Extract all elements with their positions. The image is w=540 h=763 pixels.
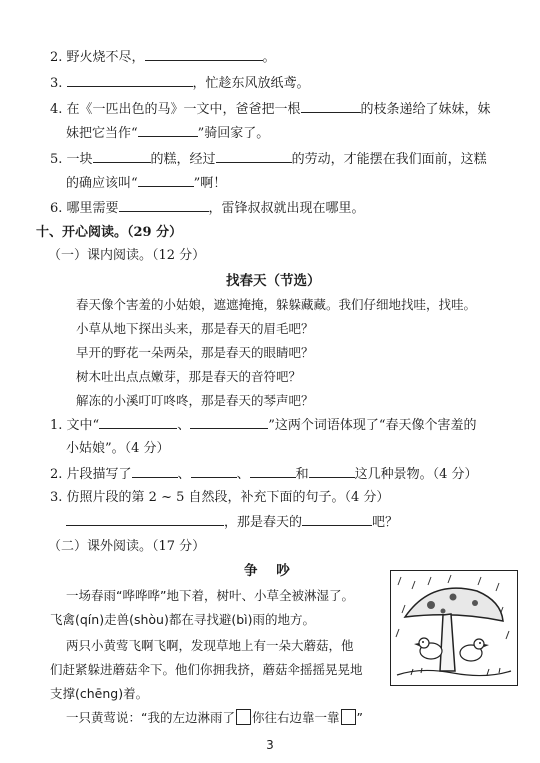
passage-2-line-2: 飞禽(qín)走兽(shòu)都在寻找避(bì)雨的地方。 xyxy=(50,612,316,627)
answer-blank[interactable] xyxy=(301,100,361,113)
answer-blank[interactable] xyxy=(190,416,268,429)
question-5-line-1: 5. 一块 的糕，经过 的劳动，才能摆在我们面前，这糕 xyxy=(50,152,487,167)
answer-blank[interactable] xyxy=(99,416,177,429)
mushroom-birds-drawing xyxy=(391,571,516,684)
answer-blank[interactable] xyxy=(250,465,296,478)
passage-1-para-5: 解冻的小溪叮叮咚咚，那是春天的琴声吧？ xyxy=(76,393,314,408)
question-6: 6. 哪里需要 ，雷锋叔叔就出现在哪里。 xyxy=(50,201,365,216)
question-3: 3. ，忙趁东风放纸鸢。 xyxy=(50,76,310,91)
answer-blank[interactable] xyxy=(138,124,198,137)
question-5-line-2: 的确应该叫“ ”啊！ xyxy=(66,176,227,191)
part-1-question-3-answer: ，那是春天的 吧？ xyxy=(66,513,398,532)
question-4-line-2: 妹把它当作“ ”骑回家了。 xyxy=(66,126,270,141)
part-1-question-1-line-1: 1. 文中“ 、 ”这两个词语体现了“春天像个害羞的 xyxy=(50,418,477,433)
answer-blank[interactable] xyxy=(216,150,292,163)
passage-2-line-3: 两只小黄莺飞啊飞啊，发现草地上有一朵大蘑菇，他 xyxy=(66,638,354,653)
part-1-question-1-line-2: 小姑娘”。（4 分） xyxy=(66,441,170,456)
passage-2-line-5: 支撑(chēng)着。 xyxy=(50,686,149,701)
answer-blank[interactable] xyxy=(145,48,263,61)
question-4-line-1: 4. 在《一匹出色的马》一文中，爸爸把一根 的枝条递给了妹妹，妹 xyxy=(50,102,491,117)
punctuation-box[interactable] xyxy=(236,709,251,725)
part-1-question-3: 3. 仿照片段的第 2 ~ 5 自然段，补充下面的句子。（4 分） xyxy=(50,490,390,505)
answer-blank[interactable] xyxy=(302,513,372,526)
question-2-text: 2. 野火烧不尽， xyxy=(50,50,145,65)
passage-1-para-3: 早开的野花一朵两朵，那是春天的眼睛吧？ xyxy=(76,345,314,360)
passage-1-para-2: 小草从地下探出头来，那是春天的眉毛吧？ xyxy=(76,321,314,336)
answer-blank[interactable] xyxy=(138,174,194,187)
passage-1-title: 找春天（节选） xyxy=(226,273,321,289)
section-heading: 十、开心阅读。（29 分） xyxy=(36,225,183,240)
answer-blank[interactable] xyxy=(67,74,193,87)
passage-1-para-1: 春天像个害羞的小姑娘，遮遮掩掩，躲躲藏藏。我们仔细地找哇，找哇。 xyxy=(76,297,477,312)
passage-2-line-4: 们赶紧躲进蘑菇伞下。他们你拥我挤，蘑菇伞摇摇晃晃地 xyxy=(50,662,363,677)
answer-blank[interactable] xyxy=(191,465,237,478)
answer-blank[interactable] xyxy=(66,513,224,526)
page-number: 3 xyxy=(266,738,274,752)
answer-blank[interactable] xyxy=(309,465,355,478)
passage-2-line-6: 一只黄莺说：“我的左边淋雨了 你往右边靠一靠 ” xyxy=(66,710,363,725)
story-illustration xyxy=(390,570,518,686)
passage-1-para-4: 树木吐出点点嫩芽，那是春天的音符吧？ xyxy=(76,369,302,384)
part-1-heading: （一）课内阅读。（12 分） xyxy=(48,248,206,263)
part-1-question-2: 2. 片段描写了 、 、 和 这几种景物。（4 分） xyxy=(50,467,478,482)
punctuation-box[interactable] xyxy=(341,709,356,725)
passage-2-line-1: 一场春雨“哗哗哗”地下着，树叶、小草全被淋湿了。 xyxy=(66,588,354,603)
answer-blank[interactable] xyxy=(93,150,151,163)
answer-blank[interactable] xyxy=(132,465,178,478)
passage-2-title: 争 吵 xyxy=(244,563,290,579)
question-2: 2. 野火烧不尽， 。 xyxy=(50,50,276,65)
answer-blank[interactable] xyxy=(119,199,209,212)
part-2-heading: （二）课外阅读。（17 分） xyxy=(48,539,206,554)
